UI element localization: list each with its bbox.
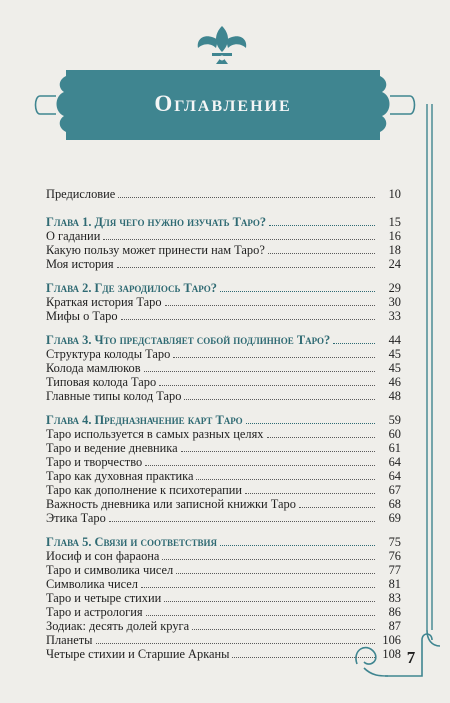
toc-page: 81 — [388, 577, 401, 591]
toc-title: Глава 4. Предназначение карт Таро — [46, 413, 243, 427]
toc-leader-dots — [176, 573, 375, 574]
toc-title: Глава 2. Где зародилось Таро? — [46, 281, 217, 295]
toc-title: Мифы о Таро — [46, 309, 118, 323]
toc-entry-row — [46, 347, 401, 361]
toc-title: Таро используется в самых разных целях — [46, 427, 264, 441]
toc-page: 69 — [388, 511, 401, 525]
toc-page: 77 — [388, 563, 401, 577]
toc-page: 45 — [388, 361, 401, 375]
toc-leader-dots — [220, 545, 375, 546]
toc-entry-row — [46, 591, 401, 605]
toc-leader-dots — [103, 239, 375, 240]
toc-page: 16 — [388, 229, 401, 243]
toc-entry-row — [46, 633, 401, 647]
toc-title: Этика Таро — [46, 511, 106, 525]
toc-leader-dots — [245, 493, 375, 494]
toc-chapter-row — [46, 333, 401, 347]
toc-leader-dots — [141, 587, 375, 588]
toc-page: 64 — [388, 455, 401, 469]
toc-chapter-row — [46, 215, 401, 229]
toc-entry-row — [46, 229, 401, 243]
toc-leader-dots — [246, 423, 375, 424]
toc-entry-row — [46, 605, 401, 619]
toc-page: 46 — [388, 375, 401, 389]
toc-title: Таро как дополнение к психотерапии — [46, 483, 243, 497]
toc-entry-row — [46, 563, 401, 577]
toc-entry-row — [46, 549, 401, 563]
toc-page: 18 — [388, 243, 401, 257]
toc-entry-row — [46, 243, 401, 257]
toc-title: Какую пользу может принести нам Таро? — [46, 243, 265, 257]
toc-entry-row — [46, 619, 401, 633]
toc-title: Структура колоды Таро — [46, 347, 171, 361]
toc-leader-dots — [181, 451, 375, 452]
toc-page: 45 — [388, 347, 401, 361]
toc-leader-dots — [267, 437, 375, 438]
toc-leader-dots — [192, 629, 375, 630]
toc-spacer — [46, 201, 401, 215]
toc-page: 48 — [388, 389, 401, 403]
toc-leader-dots — [299, 507, 375, 508]
toc-page: 24 — [388, 257, 401, 271]
toc-title: Важность дневника или записной книжки Таро — [46, 497, 296, 511]
toc-leader-dots — [173, 357, 375, 358]
toc-leader-dots — [146, 615, 375, 616]
toc-page: 76 — [388, 549, 401, 563]
toc-leader-dots — [162, 559, 375, 560]
toc-leader-dots — [121, 319, 375, 320]
toc-entry-row — [46, 361, 401, 375]
toc-page: 106 — [382, 633, 401, 647]
toc-spacer — [46, 271, 401, 281]
toc-title: Зодиак: десять долей круга — [46, 619, 190, 633]
toc-page: 108 — [382, 647, 401, 661]
toc-title: Таро как духовная практика — [46, 469, 194, 483]
toc-title: Колода мамлюков — [46, 361, 141, 375]
toc-entry-row — [46, 257, 401, 271]
page-number: 7 — [406, 648, 416, 667]
toc-title: Символика чисел — [46, 577, 138, 591]
toc-entry-row — [46, 441, 401, 455]
toc-leader-dots — [159, 385, 375, 386]
toc-title: Таро и четыре стихии — [46, 591, 162, 605]
toc-entry-row — [46, 295, 401, 309]
toc-title: Иосиф и сон фараона — [46, 549, 160, 563]
toc-entry-row — [46, 187, 401, 201]
toc-title: Таро и творчество — [46, 455, 143, 469]
toc-title: Таро и ведение дневника — [46, 441, 178, 455]
toc-page: 44 — [388, 333, 401, 347]
toc-leader-dots — [165, 305, 375, 306]
toc-title: Типовая колода Таро — [46, 375, 157, 389]
toc-entry-row — [46, 389, 401, 403]
toc-leader-dots — [268, 253, 375, 254]
toc-leader-dots — [232, 657, 375, 658]
toc-spacer — [46, 403, 401, 413]
toc-entry-row — [46, 309, 401, 323]
title-banner — [64, 66, 382, 142]
toc-page: 60 — [388, 427, 401, 441]
toc-entry-row — [46, 497, 401, 511]
toc-leader-dots — [269, 225, 375, 226]
fleur-ornament-icon — [198, 26, 247, 64]
table-of-contents — [46, 187, 401, 661]
toc-leader-dots — [96, 643, 375, 644]
toc-page: 83 — [388, 591, 401, 605]
toc-title: Таро и символика чисел — [46, 563, 174, 577]
toc-title: Главные типы колод Таро — [46, 389, 182, 403]
toc-entry-row — [46, 427, 401, 441]
toc-chapter-row — [46, 413, 401, 427]
toc-leader-dots — [333, 343, 375, 344]
toc-page: 86 — [388, 605, 401, 619]
toc-entry-row — [46, 647, 401, 661]
toc-title: Четыре стихии и Старшие Арканы — [46, 647, 230, 661]
toc-page: 61 — [388, 441, 401, 455]
toc-leader-dots — [196, 479, 375, 480]
toc-entry-row — [46, 469, 401, 483]
toc-title: Глава 1. Для чего нужно изучать Таро? — [46, 215, 267, 229]
toc-page: 30 — [388, 295, 401, 309]
toc-leader-dots — [145, 465, 375, 466]
toc-title: Планеты — [46, 633, 93, 647]
toc-leader-dots — [164, 601, 375, 602]
toc-page: 59 — [388, 413, 401, 427]
toc-title: Таро и астрология — [46, 605, 143, 619]
toc-page: 68 — [388, 497, 401, 511]
toc-chapter-row — [46, 281, 401, 295]
toc-leader-dots — [144, 371, 375, 372]
toc-spacer — [46, 525, 401, 535]
toc-page: 29 — [388, 281, 401, 295]
toc-page: 33 — [388, 309, 401, 323]
toc-title: О гадании — [46, 229, 101, 243]
toc-title: Краткая история Таро — [46, 295, 162, 309]
toc-spacer — [46, 323, 401, 333]
toc-page: 64 — [388, 469, 401, 483]
toc-page: 10 — [388, 187, 401, 201]
toc-leader-dots — [220, 291, 375, 292]
toc-leader-dots — [184, 399, 375, 400]
toc-title: Глава 5. Связи и соответствия — [46, 535, 217, 549]
toc-entry-row — [46, 483, 401, 497]
toc-page: 67 — [388, 483, 401, 497]
toc-title: Предисловие — [46, 187, 116, 201]
toc-page: 75 — [388, 535, 401, 549]
toc-chapter-row — [46, 535, 401, 549]
toc-leader-dots — [117, 267, 375, 268]
toc-title: Глава 3. Что представляет собой подлинное Таро? — [46, 333, 331, 347]
toc-entry-row — [46, 511, 401, 525]
toc-title: Моя история — [46, 257, 114, 271]
toc-entry-row — [46, 577, 401, 591]
toc-leader-dots — [118, 197, 375, 198]
toc-entry-row — [46, 455, 401, 469]
toc-leader-dots — [109, 521, 375, 522]
toc-page: 87 — [388, 619, 401, 633]
page-title: Оглавление — [154, 91, 292, 116]
toc-entry-row — [46, 375, 401, 389]
toc-page: 15 — [388, 215, 401, 229]
